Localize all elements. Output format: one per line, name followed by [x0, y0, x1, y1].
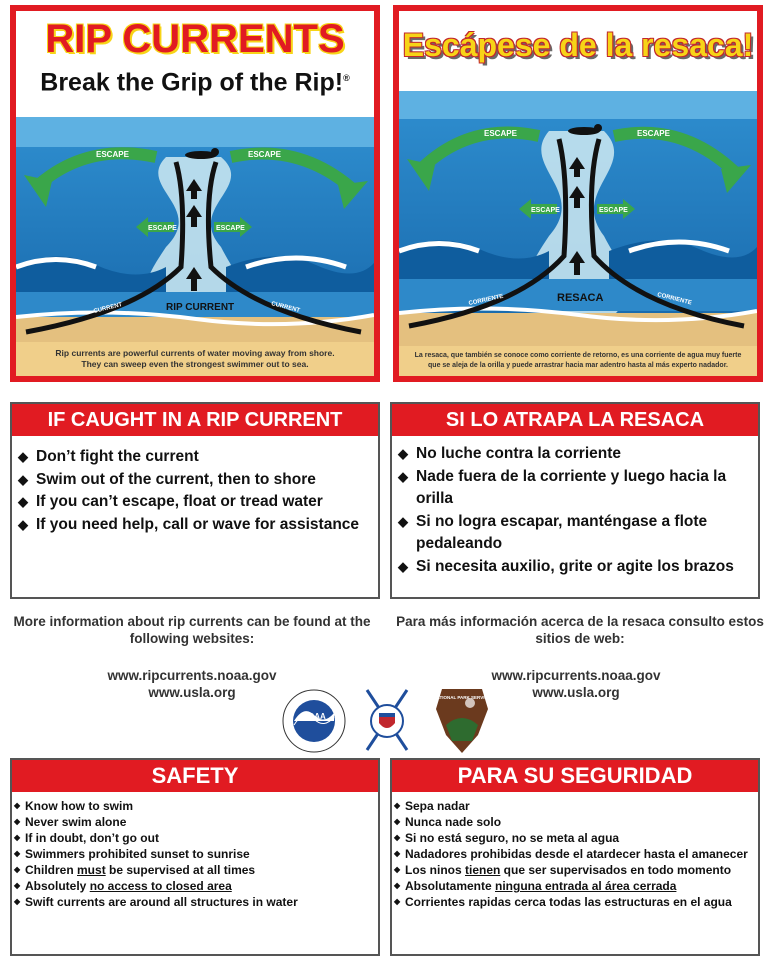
- tips-list: [392, 443, 758, 578]
- list-item: ◆ Si no está seguro, no se meta al agua: [394, 831, 620, 845]
- logo-row: [282, 685, 494, 755]
- link-noaa[interactable]: www.ripcurrents.noaa.gov: [491, 668, 661, 683]
- rip-current-label: RESACA: [557, 292, 604, 304]
- tips-list: [12, 446, 378, 536]
- list-item: ◆ Los ninos tienen que ser supervisados en todo momento: [394, 863, 732, 877]
- list-item: ◆ Nade fuera de la corriente y luego hacia la orilla: [398, 467, 727, 507]
- if-caught-box-es: [390, 402, 760, 599]
- list-item: ◆ Nunca nade solo: [394, 815, 502, 829]
- rip-current-illustration: [399, 91, 757, 355]
- info-text-en: More information about rip currents can be found at the following websites:: [13, 614, 371, 646]
- box-heading: SI LO ATRAPA LA RESACA: [392, 404, 758, 436]
- list-item: ◆ Si no logra escapar, manténgase a flote pedaleando: [398, 512, 708, 552]
- list-item: ◆ Nadadores prohibidas desde el atardecer hasta el amanecer: [394, 847, 748, 861]
- safety-list: [392, 798, 758, 910]
- agency-logos: [282, 685, 494, 755]
- info-text-es: Para más información acerca de la resaca consulto estos sitios de web:: [396, 614, 764, 646]
- escape-label: ESCAPE: [248, 150, 281, 159]
- poster-title: Escápese de la resaca!: [402, 27, 754, 63]
- box-heading: IF CAUGHT IN A RIP CURRENT: [12, 404, 378, 436]
- list-item: ◆ Know how to swim: [14, 799, 133, 813]
- current-label: CORRIENTE: [656, 292, 693, 307]
- list-item: ◆ If you can’t escape, float or tread water: [18, 493, 323, 510]
- rip-currents-poster-en: [10, 5, 380, 382]
- poster-subtitle: Break the Grip of the Rip!®: [40, 68, 350, 97]
- escape-label: ESCAPE: [148, 225, 177, 232]
- poster-caption: La resaca, que también se conoce como corriente de retorno, es una corriente de agua muy fuerte que se aleja de la orilla y puede arrastrar hacia mar adentro hasta al más experto nadador.: [399, 346, 757, 376]
- poster-caption: Rip currents are powerful currents of water moving away from shore. They can sweep even the strongest swimmer out to sea.: [16, 342, 374, 376]
- list-item: ◆ Absolutely no access to closed area: [14, 879, 232, 893]
- safety-box-es: [390, 758, 760, 956]
- nps-arrowhead-logo: [433, 689, 490, 753]
- if-caught-box-en: [10, 402, 380, 599]
- escape-label: ESCAPE: [96, 150, 129, 159]
- list-item: ◆ Swimmers prohibited sunset to sunrise: [14, 847, 250, 861]
- escape-label: ESCAPE: [599, 207, 628, 214]
- usla-logo: [367, 690, 407, 750]
- rip-current-label: RIP CURRENT: [166, 302, 235, 313]
- link-usla[interactable]: www.usla.org: [532, 685, 620, 700]
- list-item: ◆ No luche contra la corriente: [398, 445, 621, 462]
- list-item: ◆ Never swim alone: [14, 815, 127, 829]
- svg-text:NOAA: NOAA: [302, 712, 326, 721]
- current-label: CURRENT: [93, 302, 123, 315]
- list-item: ◆ Absolutamente ninguna entrada al área cerrada: [394, 879, 677, 893]
- list-item: ◆ Children must be supervised at all times: [14, 863, 256, 877]
- list-item: ◆ Sepa nadar: [394, 799, 470, 813]
- list-item: ◆ If in doubt, don’t go out: [14, 831, 159, 845]
- list-item: ◆ Corrientes rapidas cerca todas las estructuras en el agua: [394, 895, 732, 909]
- noaa-logo: [283, 690, 345, 752]
- rip-currents-poster-es: [393, 5, 763, 382]
- safety-box-en: [10, 758, 380, 956]
- current-label: CORRIENTE: [468, 293, 504, 307]
- list-item: ◆ If you need help, call or wave for assistance: [18, 515, 360, 533]
- list-item: ◆ Don’t fight the current: [18, 448, 199, 465]
- list-item: ◆ Si necesita auxilio, grite or agite los brazos: [398, 557, 734, 575]
- box-heading: SAFETY: [12, 760, 378, 792]
- safety-list: [12, 798, 378, 910]
- box-heading: PARA SU SEGURIDAD: [392, 760, 758, 792]
- current-label: CURRENT: [270, 301, 301, 315]
- poster-title: RIP CURRENTS: [45, 17, 345, 61]
- escape-label: ESCAPE: [531, 207, 560, 214]
- link-noaa[interactable]: www.ripcurrents.noaa.gov: [107, 668, 277, 683]
- link-usla[interactable]: www.usla.org: [148, 685, 236, 700]
- list-item: ◆ Swim out of the current, then to shore: [18, 470, 316, 488]
- escape-label: ESCAPE: [484, 129, 517, 138]
- svg-text:NATIONAL PARK SERVICE: NATIONAL PARK SERVICE: [433, 695, 491, 700]
- list-item: ◆ Swift currents are around all structures in water: [14, 895, 298, 909]
- rip-current-illustration: [16, 117, 374, 355]
- escape-label: ESCAPE: [216, 225, 245, 232]
- escape-label: ESCAPE: [637, 129, 670, 138]
